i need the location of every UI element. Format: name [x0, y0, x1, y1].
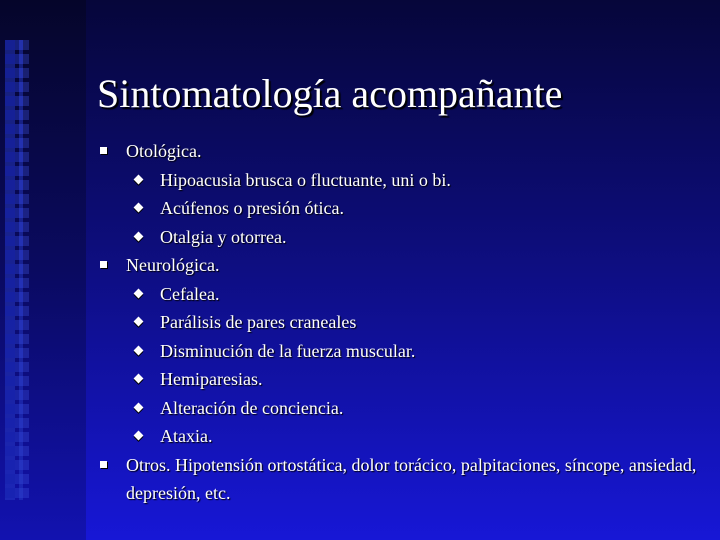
- slide-title: Sintomatología acompañante: [97, 71, 563, 116]
- sub-bullet-label: Otalgia y otorrea.: [160, 226, 287, 247]
- bullet-item-otros: [97, 451, 697, 508]
- diamond-bullet-icon: [134, 288, 144, 298]
- diamond-bullet-icon: [134, 231, 144, 241]
- sub-bullet-item: [97, 280, 697, 309]
- square-bullet-icon: [100, 461, 107, 468]
- sub-bullet-label: Disminución de la fuerza muscular.: [160, 340, 416, 361]
- bullet-label: Otros. Hipotensión ortostática, dolor torácico, palpitaciones, síncope, ansiedad, depresión, etc.: [126, 454, 697, 503]
- sub-bullet-item: [97, 308, 697, 337]
- bullet-label: Neurológica.: [126, 255, 220, 275]
- bullet-item-neurologica: [97, 251, 697, 280]
- sub-bullet-item: [97, 394, 697, 423]
- square-bullet-icon: [100, 147, 107, 154]
- slide-content: [97, 137, 697, 508]
- sub-bullet-item: [97, 422, 697, 451]
- bullet-label: Otológica.: [126, 141, 202, 161]
- sub-bullet-label: Hipoacusia brusca o fluctuante, uni o bi.: [160, 169, 451, 190]
- sub-bullet-item: [97, 166, 697, 195]
- square-pattern-secondary: [19, 40, 29, 500]
- diamond-bullet-icon: [134, 374, 144, 384]
- sub-bullet-label: Ataxia.: [160, 426, 213, 446]
- bullet-item-otologica: [97, 137, 697, 166]
- sub-bullet-label: Hemiparesias.: [160, 369, 263, 389]
- sub-bullet-item: [97, 194, 697, 223]
- diamond-bullet-icon: [134, 317, 144, 327]
- diamond-bullet-icon: [134, 431, 144, 441]
- sub-bullet-item: [97, 365, 697, 394]
- sub-bullet-label: Alteración de conciencia.: [160, 397, 344, 418]
- left-decorative-band: [0, 0, 86, 540]
- diamond-bullet-icon: [134, 203, 144, 213]
- sub-bullet-label: Cefalea.: [160, 283, 220, 304]
- sub-bullet-item: [97, 337, 697, 366]
- square-bullet-icon: [100, 261, 107, 268]
- diamond-bullet-icon: [134, 345, 144, 355]
- diamond-bullet-icon: [134, 174, 144, 184]
- sub-bullet-item: [97, 223, 697, 252]
- sub-bullet-label: Acúfenos o presión ótica.: [160, 198, 344, 218]
- sub-bullet-label: Parálisis de pares craneales: [160, 312, 357, 332]
- diamond-bullet-icon: [134, 402, 144, 412]
